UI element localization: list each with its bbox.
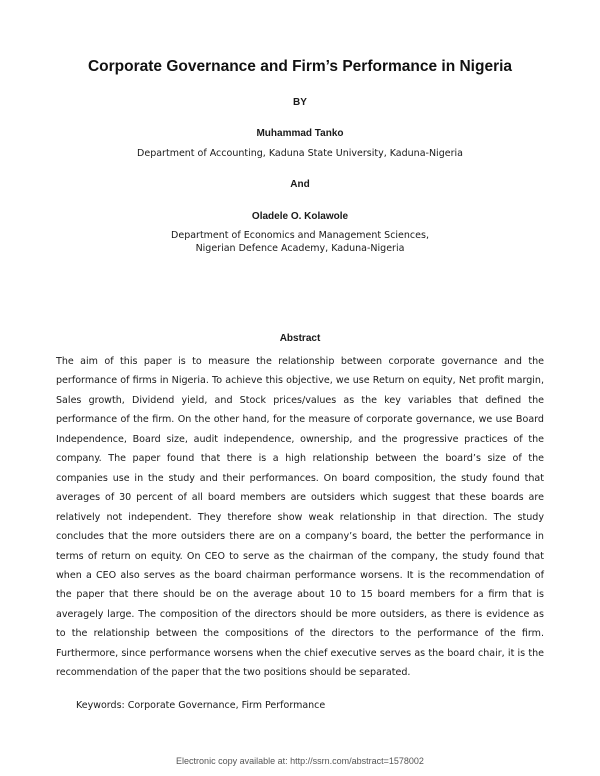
and-label: And xyxy=(290,179,310,190)
paper-title: Corporate Governance and Firm’s Performance in Nigeria xyxy=(87,58,513,75)
abstract-heading: Abstract xyxy=(279,333,321,344)
author1-name: Muhammad Tanko xyxy=(256,128,344,139)
ssrn-footer: Electronic copy available at: http://ssrn.com/abstract=1578002 xyxy=(176,756,424,766)
author2-affiliation-line1: Department of Economics and Management Sciences, xyxy=(171,230,429,241)
author2-affiliation-line2: Nigerian Defence Academy, Kaduna-Nigeria xyxy=(195,243,405,254)
author1-affiliation: Department of Accounting, Kaduna State University, Kaduna-Nigeria xyxy=(137,148,463,159)
author2-name: Oladele O. Kolawole xyxy=(251,211,349,222)
keywords: Keywords: Corporate Governance, Firm Performance xyxy=(76,700,326,711)
by-label: BY xyxy=(293,97,307,108)
abstract-body: The aim of this paper is to measure the relationship between corporate governance and the performance of firms in Nigeria. To achieve this objective, we use Return on equity, Net profit margin, Sales growth, Dividend yield, and Stock prices/values as the key variables that defined the performance of the firm. On the other hand, for the measure of corporate governance, we use Board Independence, Board size, audit independence, ownership, and the progressive practices of the company. The paper found that there is a high relationship between the board’s size of the companies use in the study and their performances. On board composition, the study found that averages of 30 percent of all board members are outsiders which suggest that these boards are relatively not independent. They therefore show weak relationship in that direction. The study concludes that the more outsiders there are on a company’s board, the better the performance in terms of return on equity. On CEO to serve as the chairman of the company, the study found that when a CEO also serves as the board chairman performance worsens. It is the recommendation of the paper that there should be on the average about 10 to 15 board members for a firm that is averagely large. The composition of the directors should be more outsiders, as there is evidence as to the relationship between the compositions of the directors to the performance of the firm. Furthermore, since performance worsens when the chief executive serves as the board chair, it is the recommendation of the paper that the two positions should be separated. xyxy=(56,356,544,679)
